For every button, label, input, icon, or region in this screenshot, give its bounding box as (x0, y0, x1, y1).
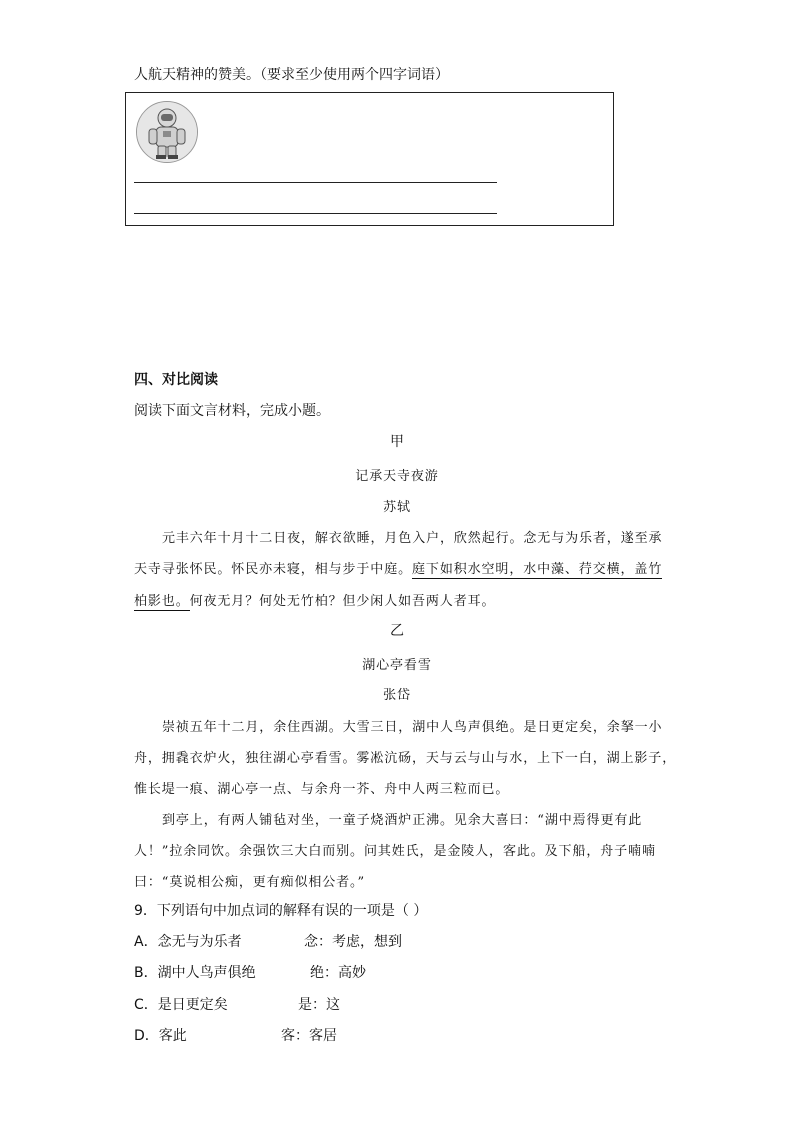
passage-yi-line-4: 到亭上，有两人铺毡对坐，一童子烧酒炉正沸。见余大喜曰：“湖中焉得更有此 (162, 813, 643, 828)
passage-yi-line-2: 舟，拥毳衣炉火，独往湖心亭看雪。雾凇沆砀，天与云与山与水，上下一白，湖上影子， (134, 751, 677, 766)
option-b-explain: 绝：高妙 (310, 965, 366, 981)
section-heading: 四、对比阅读 (134, 372, 218, 388)
underlined-sentence-part1: 庭下如积水空明，水中藻、荇交横，盖竹 (412, 562, 663, 577)
passage-yi-line-6: 曰：“莫说相公痴，更有痴似相公者。” (134, 875, 365, 890)
passage-yi-label: 乙 (390, 623, 404, 639)
underlined-sentence-part2: 柏影也。 (134, 594, 190, 609)
answer-line-2 (134, 213, 497, 214)
astronaut-icon (137, 102, 197, 162)
passage-jia-ending: 何夜无月？何处无竹柏？但少闲人如吾两人者耳。 (189, 594, 496, 609)
passage-jia-label: 甲 (390, 434, 404, 450)
option-d-label: D．客此 (134, 1028, 187, 1044)
section-instruction: 阅读下面文言材料，完成小题。 (134, 403, 330, 419)
passage-jia-line-1: 元丰六年十月十二日夜，解衣欲睡，月色入户，欣然起行。念无与为乐者，遂至承 (162, 531, 663, 546)
passage-jia-line-2 (134, 558, 662, 577)
option-b-label: B．湖中人鸟声俱绝 (134, 965, 256, 981)
passage-yi-line-1: 崇祯五年十二月，余住西湖。大雪三日，湖中人鸟声俱绝。是日更定矣，余拏一小 (162, 720, 663, 735)
option-d-explain: 客：客居 (281, 1028, 337, 1044)
option-c-label: C．是日更定矣 (134, 997, 228, 1013)
passage-yi-author: 张岱 (383, 688, 411, 703)
option-a-explain: 念：考虑，想到 (304, 934, 402, 950)
passage-yi-title: 湖心亭看雪 (362, 658, 432, 673)
passage-jia-title: 记承天寺夜游 (355, 469, 439, 484)
passage-jia-author: 苏轼 (383, 500, 411, 515)
option-c-explain: 是：这 (298, 997, 340, 1013)
answer-line-1 (134, 182, 497, 183)
answer-box (125, 92, 614, 226)
passage-jia-text: 天寺寻张怀民。怀民亦未寝，相与步于中庭。 (134, 562, 413, 577)
astronaut-image (136, 101, 198, 163)
passage-yi-line-3: 惟长堤一痕、湖心亭一点、与余舟一芥、舟中人两三粒而已。 (134, 782, 510, 797)
passage-yi-line-5: 人！”拉余同饮。余强饮三大白而别。问其姓氏，是金陵人，客此。及下船，舟子喃喃 (134, 844, 656, 859)
passage-jia-line-3 (134, 590, 495, 609)
prompt-continuation: 人航天精神的赞美。（要求至少使用两个四字词语） (134, 67, 449, 83)
question-stem: 9．下列语句中加点词的解释有误的一项是（ ） (134, 903, 428, 919)
option-a-label: A．念无与为乐者 (134, 934, 242, 950)
